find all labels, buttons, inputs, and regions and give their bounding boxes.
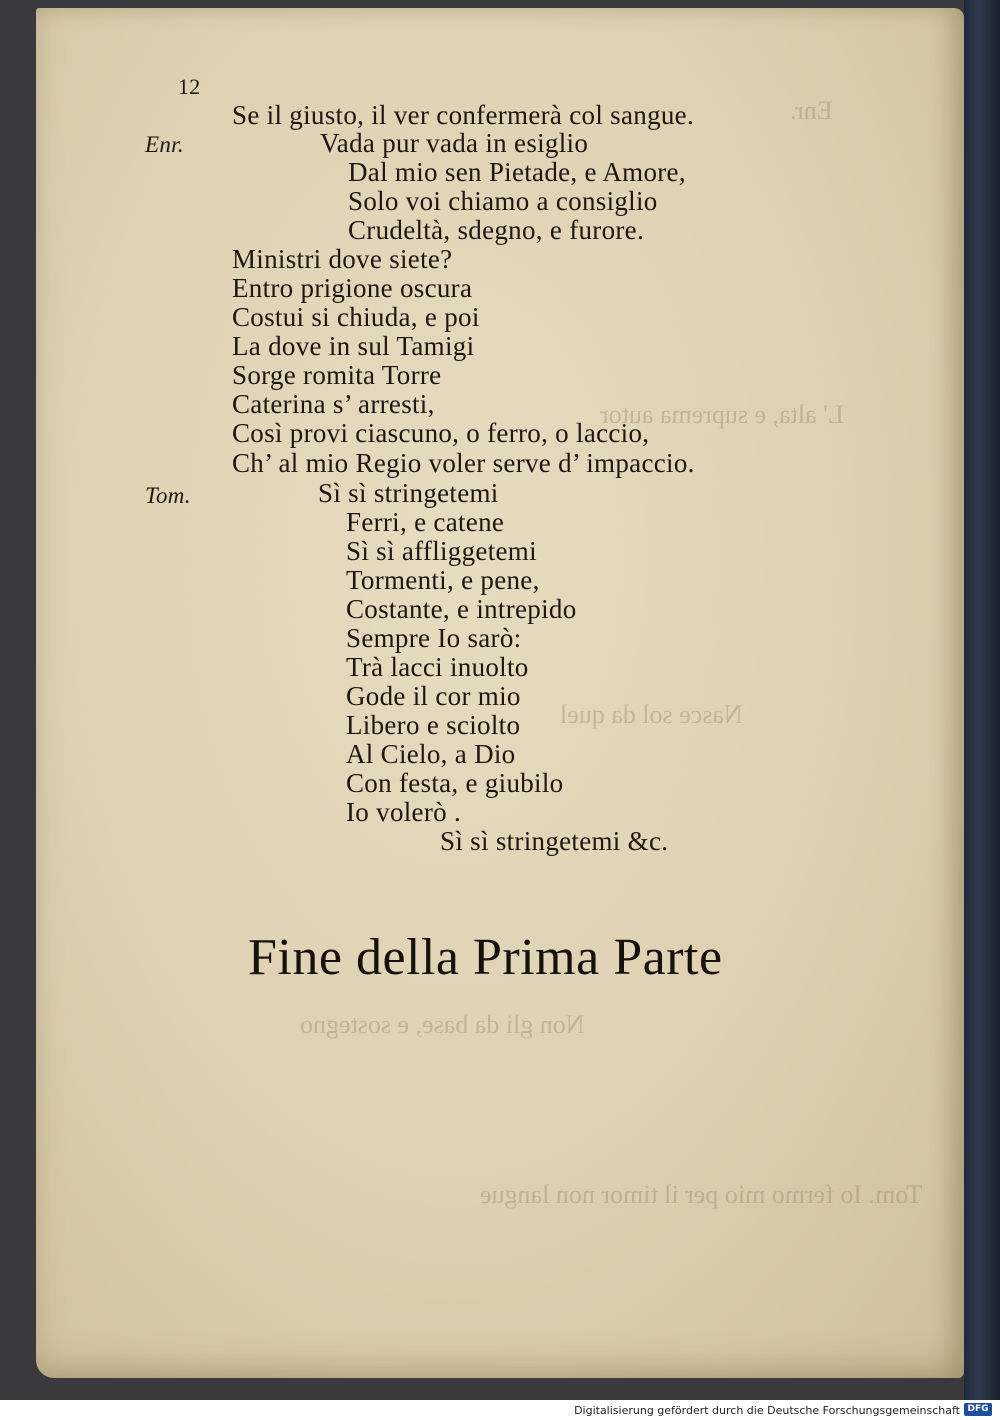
bleed-through: L' alta, e suprema autor xyxy=(600,400,844,429)
verse-line: Entro prigione oscura xyxy=(232,273,473,303)
bleed-through: Non gli da base, e sostegno xyxy=(300,1010,585,1039)
verse-line: Gode il cor mio xyxy=(346,681,521,711)
bleed-through: Enr. xyxy=(790,96,833,125)
verse-line: Sorge romita Torre xyxy=(232,360,442,390)
verse-line: La dove in sul Tamigi xyxy=(232,331,475,361)
footer-credit-text: Digitalisierung gefördert durch die Deutsche Forschungsgemeinschaft xyxy=(574,1404,960,1417)
verse-line: Libero e sciolto xyxy=(346,710,521,740)
dfg-logo: DFG xyxy=(964,1403,992,1416)
verse-line: Con festa, e giubilo xyxy=(346,768,564,798)
verse-line: Ministri dove siete? xyxy=(232,244,453,274)
book-spine xyxy=(964,0,1000,1400)
verse-line: Ch’ al mio Regio voler serve d’ impaccio. xyxy=(232,448,695,478)
verse-line: Io volerò . xyxy=(346,797,462,827)
verse-line: Trà lacci inuolto xyxy=(346,652,529,682)
verse-line: Solo voi chiamo a consiglio xyxy=(348,186,658,216)
verse-line: Caterina s’ arresti, xyxy=(232,389,435,419)
verse-line: Al Cielo, a Dio xyxy=(346,739,516,769)
bleed-through: Tom. Io fermo mio per il timor non langue xyxy=(480,1180,923,1209)
verse-line: Crudeltà, sdegno, e furore. xyxy=(348,215,645,245)
verse-line: Vada pur vada in esiglio xyxy=(320,128,589,158)
verse-line: Costui si chiuda, e poi xyxy=(232,302,480,332)
section-end-title: Fine della Prima Parte xyxy=(248,929,723,986)
verse-line: Sì sì affliggetemi xyxy=(346,536,537,566)
speaker-label-enrico: Enr. xyxy=(145,132,184,157)
verse-line: Così provi ciascuno, o ferro, o laccio, xyxy=(232,418,650,448)
verse-line: Se il giusto, il ver confermerà col sangue. xyxy=(232,100,695,130)
verse-line: Ferri, e catene xyxy=(346,507,505,537)
verse-line: Tormenti, e pene, xyxy=(346,565,540,595)
bleed-through: Nasce sol da quel xyxy=(560,700,743,729)
verse-line: Costante, e intrepido xyxy=(346,594,577,624)
verse-line: Dal mio sen Pietade, e Amore, xyxy=(348,157,686,187)
verse-line: Sempre Io sarò: xyxy=(346,623,522,653)
verse-line: Sì sì stringetemi xyxy=(318,478,499,508)
speaker-label-tomaso: Tom. xyxy=(145,483,191,508)
page-number: 12 xyxy=(178,74,201,99)
verse-line-refrain: Sì sì stringetemi &c. xyxy=(440,826,669,856)
digitization-footer xyxy=(0,1400,1000,1420)
